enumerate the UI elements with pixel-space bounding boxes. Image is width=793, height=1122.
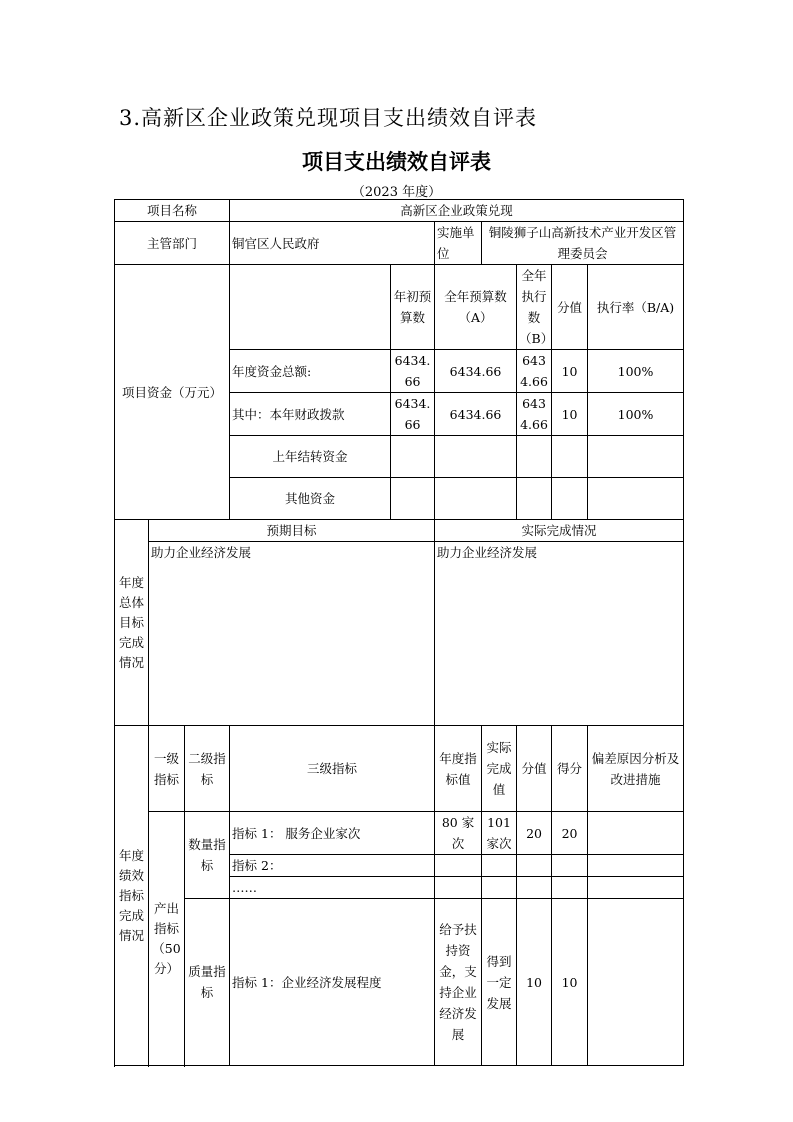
form-title: 项目支出绩效自评表	[302, 150, 491, 174]
level2-header: 二级指标	[185, 726, 230, 812]
quality-label: 质量指标	[185, 899, 230, 1066]
expected-goal: 助力企业经济发展	[149, 542, 435, 726]
actual-header: 实际完成情况	[435, 520, 684, 542]
indicator-name: 指标 1：企业经济发展程度	[230, 899, 435, 1066]
reason-header: 偏差原因分析及改进措施	[588, 726, 684, 812]
funds-cell: 6434.66	[517, 350, 552, 393]
funds-cell: 6434.66	[435, 350, 517, 393]
dept-value: 铜官区人民政府	[230, 222, 435, 265]
funds-header: 执行率（B/A)	[588, 265, 684, 350]
funds-header: 年初预算数	[391, 265, 435, 350]
funds-header: 全年预算数（A）	[435, 265, 517, 350]
indicator-name: ……	[230, 877, 435, 899]
funds-row-label: 上年结转资金	[230, 436, 391, 478]
form-year: （2023 年度）	[351, 185, 442, 200]
goals-label: 年度总体目标完成情况	[115, 520, 149, 726]
indicator-reason	[588, 812, 684, 855]
indicator-actual: 101 家次	[482, 812, 517, 855]
indicator-name: 指标 2：	[230, 855, 435, 877]
indicator-actual: 得到一定发展	[482, 899, 517, 1066]
quantity-label: 数量指标	[185, 812, 230, 899]
indicator-reason	[588, 899, 684, 1066]
actual-goal: 助力企业经济发展	[435, 542, 684, 726]
expected-header: 预期目标	[149, 520, 435, 542]
funds-row-label: 其他资金	[230, 478, 391, 520]
funds-cell: 6434.66	[435, 393, 517, 436]
indicators-label: 年度绩效指标完成情况	[115, 726, 149, 1066]
project-name-value: 高新区企业政策兑现	[230, 200, 684, 222]
funds-row-label: 其中：本年财政拨款	[230, 393, 391, 436]
funds-cell: 100%	[588, 393, 684, 436]
funds-cell: 10	[552, 350, 588, 393]
score-header: 分值	[517, 726, 552, 812]
funds-row-label: 年度资金总额:	[230, 350, 391, 393]
funds-cell: 6434.66	[391, 393, 435, 436]
target-header: 年度指标值	[435, 726, 482, 812]
impl-label: 实施单位	[435, 222, 482, 265]
indicator-score: 20	[517, 812, 552, 855]
section-heading: 3.高新区企业政策兑现项目支出绩效自评表	[119, 106, 538, 130]
indicator-target: 80 家次	[435, 812, 482, 855]
funds-header: 全年执行数（B）	[517, 265, 552, 350]
got-header: 得分	[552, 726, 588, 812]
level3-header: 三级指标	[230, 726, 435, 812]
dept-label: 主管部门	[115, 222, 230, 265]
actual-header: 实际完成值	[482, 726, 517, 812]
output-label: 产出指标（50分）	[149, 812, 185, 1066]
indicator-got: 20	[552, 812, 588, 855]
funds-header: 分值	[552, 265, 588, 350]
level1-header: 一级指标	[149, 726, 185, 812]
funds-cell: 10	[552, 393, 588, 436]
funds-cell: 6434.66	[517, 393, 552, 436]
indicator-name: 指标 1： 服务企业家次	[230, 812, 435, 855]
indicator-got: 10	[552, 899, 588, 1066]
impl-value: 铜陵狮子山高新技术产业开发区管理委员会	[482, 222, 684, 265]
project-name-label: 项目名称	[115, 200, 230, 222]
evaluation-table	[114, 199, 684, 1066]
funds-cell: 6434.66	[391, 350, 435, 393]
indicator-score: 10	[517, 899, 552, 1066]
funds-label: 项目资金（万元）	[115, 265, 230, 520]
funds-cell: 100%	[588, 350, 684, 393]
indicator-target: 给予扶持资金，支持企业经济发展	[435, 899, 482, 1066]
